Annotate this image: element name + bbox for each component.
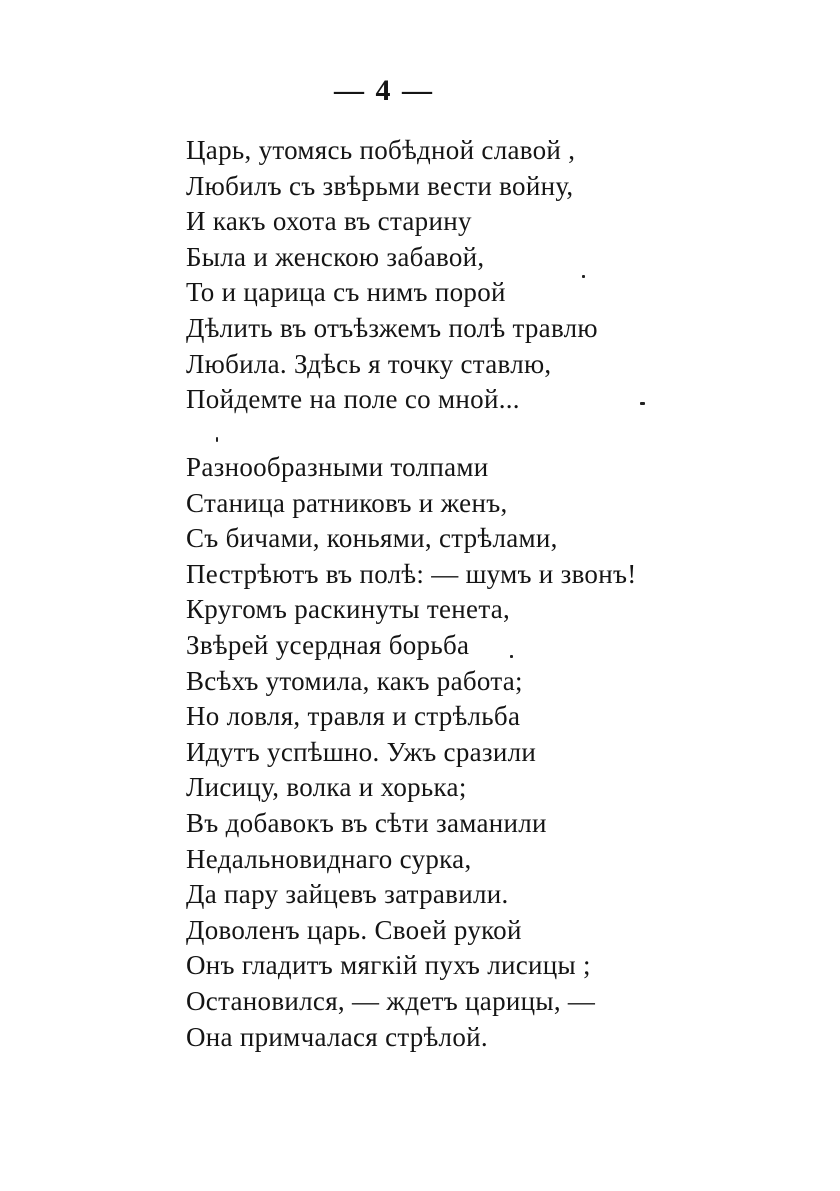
verse-line: Но ловля, травля и стрѣльба [186, 701, 521, 732]
verse-line: И какъ охота въ старину [186, 206, 472, 237]
verse-line: Пестрѣютъ въ полѣ: — шумъ и звонъ! [186, 558, 637, 589]
print-speck [640, 402, 645, 405]
verse-line: Станица ратниковъ и женъ, [186, 487, 508, 518]
verse-line: То и царица съ нимъ порой [186, 277, 506, 308]
verse-line: Любилъ съ звѣрьми вести войну, [186, 170, 574, 201]
verse-line: Кругомъ раскинуты тенета, [186, 594, 511, 625]
poem-stanza-1 [186, 133, 598, 418]
verse-line: Разнообразными толпами [186, 452, 489, 482]
verse-line: Звѣрей усердная борьба [186, 629, 470, 660]
verse-line: Царь, утомясь побѣдной славой , [186, 135, 576, 165]
verse-line: Любила. Здѣсь я точку ставлю, [186, 348, 552, 379]
print-speck [216, 437, 218, 442]
print-speck [582, 275, 585, 278]
verse-line: Остановился, — ждетъ царицы, — [186, 985, 596, 1016]
print-speck [510, 655, 513, 658]
verse-line: Доволенъ царь. Своей рукой [186, 914, 522, 945]
verse-line: Лисицу, волка и хорька; [186, 772, 467, 803]
verse-line: Всѣхъ утомила, какъ работа; [186, 665, 523, 696]
verse-line: Была и женскою забавой, [186, 241, 485, 272]
verse-line: Дѣлить въ отъѣзжемъ полѣ травлю [186, 312, 598, 343]
verse-line: Пойдемте на поле со мной... [186, 384, 520, 415]
poem-stanza-2 [186, 450, 637, 1055]
verse-line: Съ бичами, коньями, стрѣлами, [186, 523, 558, 554]
verse-line: Недальновиднаго сурка, [186, 843, 472, 874]
verse-line: Она примчалася стрѣлой. [186, 1021, 488, 1052]
page-number: — 4 — [334, 74, 434, 107]
verse-line: Да пару зайцевъ затравили. [186, 879, 509, 910]
verse-line: Въ добавокъ въ сѣти заманили [186, 807, 547, 838]
verse-line: Онъ гладитъ мягкій пухъ лисицы ; [186, 950, 591, 981]
verse-line: Идутъ успѣшно. Ужъ сразили [186, 736, 537, 767]
